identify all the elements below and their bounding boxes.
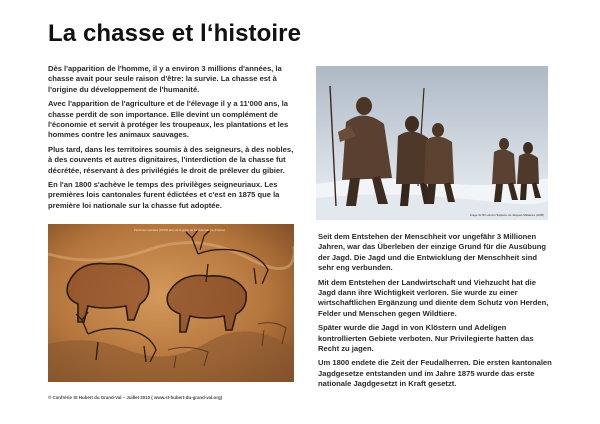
german-paragraph: Später wurde die Jagd in von Klöstern und Adeligen kontrollierten Gebiete verboten. Nur Privilegierte hatten das Recht zu jagen. — [318, 323, 534, 354]
german-paragraph: Seit dem Entstehen der Menschheit vor ungefähr 3 Millionen Jahren, war das Überleben der einzige Grund für die Ausübung der Jagd. Die Jagd und die Entwicklung der Menschheit sind sehr eng verbunden. — [318, 232, 546, 273]
german-text-block — [318, 232, 554, 394]
german-paragraph: Um 1800 endete die Zeit der Feudalherren. Die ersten kantonalen Jagdgesetze entstanden und im Jahre 1875 wurde das erste nationale Jagdgesetzt in Kraft gesetzt. — [318, 358, 552, 389]
french-text-block — [48, 64, 296, 215]
cave-painting-illustration — [48, 224, 294, 382]
french-paragraph: Avec l'apparition de l'agriculture et de l'élevage il y a 11'000 ans, la chasse perdit de son importance. Elle devint un complément de l'économie et servit à protéger les troupeaux, les plantations et les hommes contre les animaux sauvages. — [48, 99, 289, 140]
french-paragraph: Dès l'apparition de l'homme, il y a environ 3 millions d'années, la chasse avait pour seule raison d'être: la survie. La chasse est à l'origine du développement de l'humanité. — [48, 64, 282, 94]
cave-credit: Peintures rupestres (15'000 ans) de la grotte de Font-de-Gaume (France) — [134, 228, 226, 232]
cave-painting-photo — [48, 224, 294, 382]
photo-credit: Image du film ‹Homo Sapiens› de Jacques Malaterre (2005) — [469, 213, 544, 217]
page-title: La chasse et l‘histoire — [48, 20, 302, 47]
footer-copyright: © Confrérie St Hubert du Grand-Val – Juillet 2010 ( www.st-hubert-du-grand-val.org) — [48, 395, 223, 400]
film-still-photo — [316, 66, 548, 220]
french-paragraph: En l'an 1800 s'achève le temps des privilèges seigneuriaux. Les premières lois cantonales furent édictées et c'est en 1875 que la première loi nationale sur la chasse fut adoptée. — [48, 180, 280, 210]
german-paragraph: Mit dem Entstehen der Landwirtschaft und Viehzucht hat die Jagd dann ihre Wichtigkeit verloren. Sie wurde zu einer wirtschaftlichen Ergänzung und diente dem Schutz von Herden, Felder und Menschen gegen Wildtiere. — [318, 277, 549, 318]
hunters-illustration — [316, 66, 548, 220]
french-paragraph: Plus tard, dans les territoires soumis à des seigneurs, à des nobles, à des couvents et autres dignitaires, l'interdiction de la chasse fut décrétée, réservant à des privilégiés le droit de prélever du gibier. — [48, 144, 294, 175]
